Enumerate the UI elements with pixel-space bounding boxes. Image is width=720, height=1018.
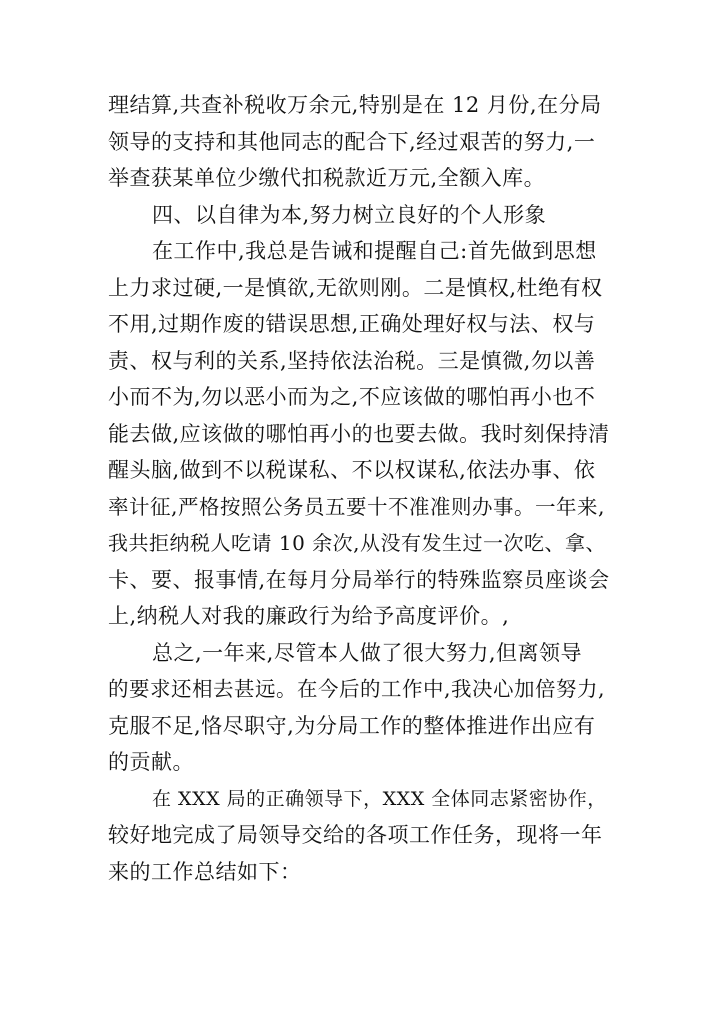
text-line: 的贡献。 [108, 750, 194, 774]
text-line: 理结算,共查补税收万余元,特别是在 12 月份,在分局 [108, 93, 602, 117]
text-line: 能去做,应该做的哪怕再小的也要去做。我时刻保持清 [108, 421, 610, 446]
text-line: 责、权与利的关系,坚持依法治税。三是慎微,勿以善 [108, 348, 596, 373]
text-line: 我共拒纳税人吃请 10 余次,从没有发生过一次吃、拿、 [108, 531, 607, 555]
text-line: 领导的支持和其他同志的配合下,经过艰苦的努力,一 [108, 129, 596, 154]
text-line: 的要求还相去甚远。在今后的工作中,我决心加倍努力, [108, 677, 606, 701]
section-heading: 四、以自律为本,努力树立良好的个人形象 [152, 202, 547, 227]
text-line: 不用,过期作废的错误思想,正确处理好权与法、权与 [108, 312, 596, 336]
text-line: 较好地完成了局领导交给的各项工作任务，现将一年 [108, 823, 603, 847]
text-line: 克服不足,恪尽职守,为分局工作的整体推进作出应有 [108, 713, 596, 738]
text-line: 上,纳税人对我的廉政行为给予高度评价。, [108, 604, 510, 628]
text-line: 举查获某单位少缴代扣税款近万元,全额入库。 [108, 166, 546, 190]
text-line: 醒头脑,做到不以税谋私、不以权谋私,依法办事、依 [108, 458, 596, 482]
text-line: 来的工作总结如下： [108, 859, 302, 884]
text-line: 总之,一年来,尽管本人做了很大努力,但离领导 [152, 640, 583, 665]
text-line: 在 XXX 局的正确领导下，XXX 全体同志紧密协作， [152, 787, 607, 810]
text-line: 卡、要、报事情,在每月分局举行的特殊监察员座谈会 [108, 567, 610, 592]
text-line: 在工作中,我总是告诫和提醒自己:首先做到思想 [152, 239, 597, 263]
text-line: 上力求过硬,一是慎欲,无欲则刚。二是慎权,杜绝有权 [108, 275, 603, 300]
text-line: 率计征,严格按照公务员五要十不准准则办事。一年来, [108, 494, 606, 519]
document-body [108, 87, 612, 890]
text-line: 小而不为,勿以恶小而为之,不应该做的哪怕再小也不 [108, 385, 596, 409]
